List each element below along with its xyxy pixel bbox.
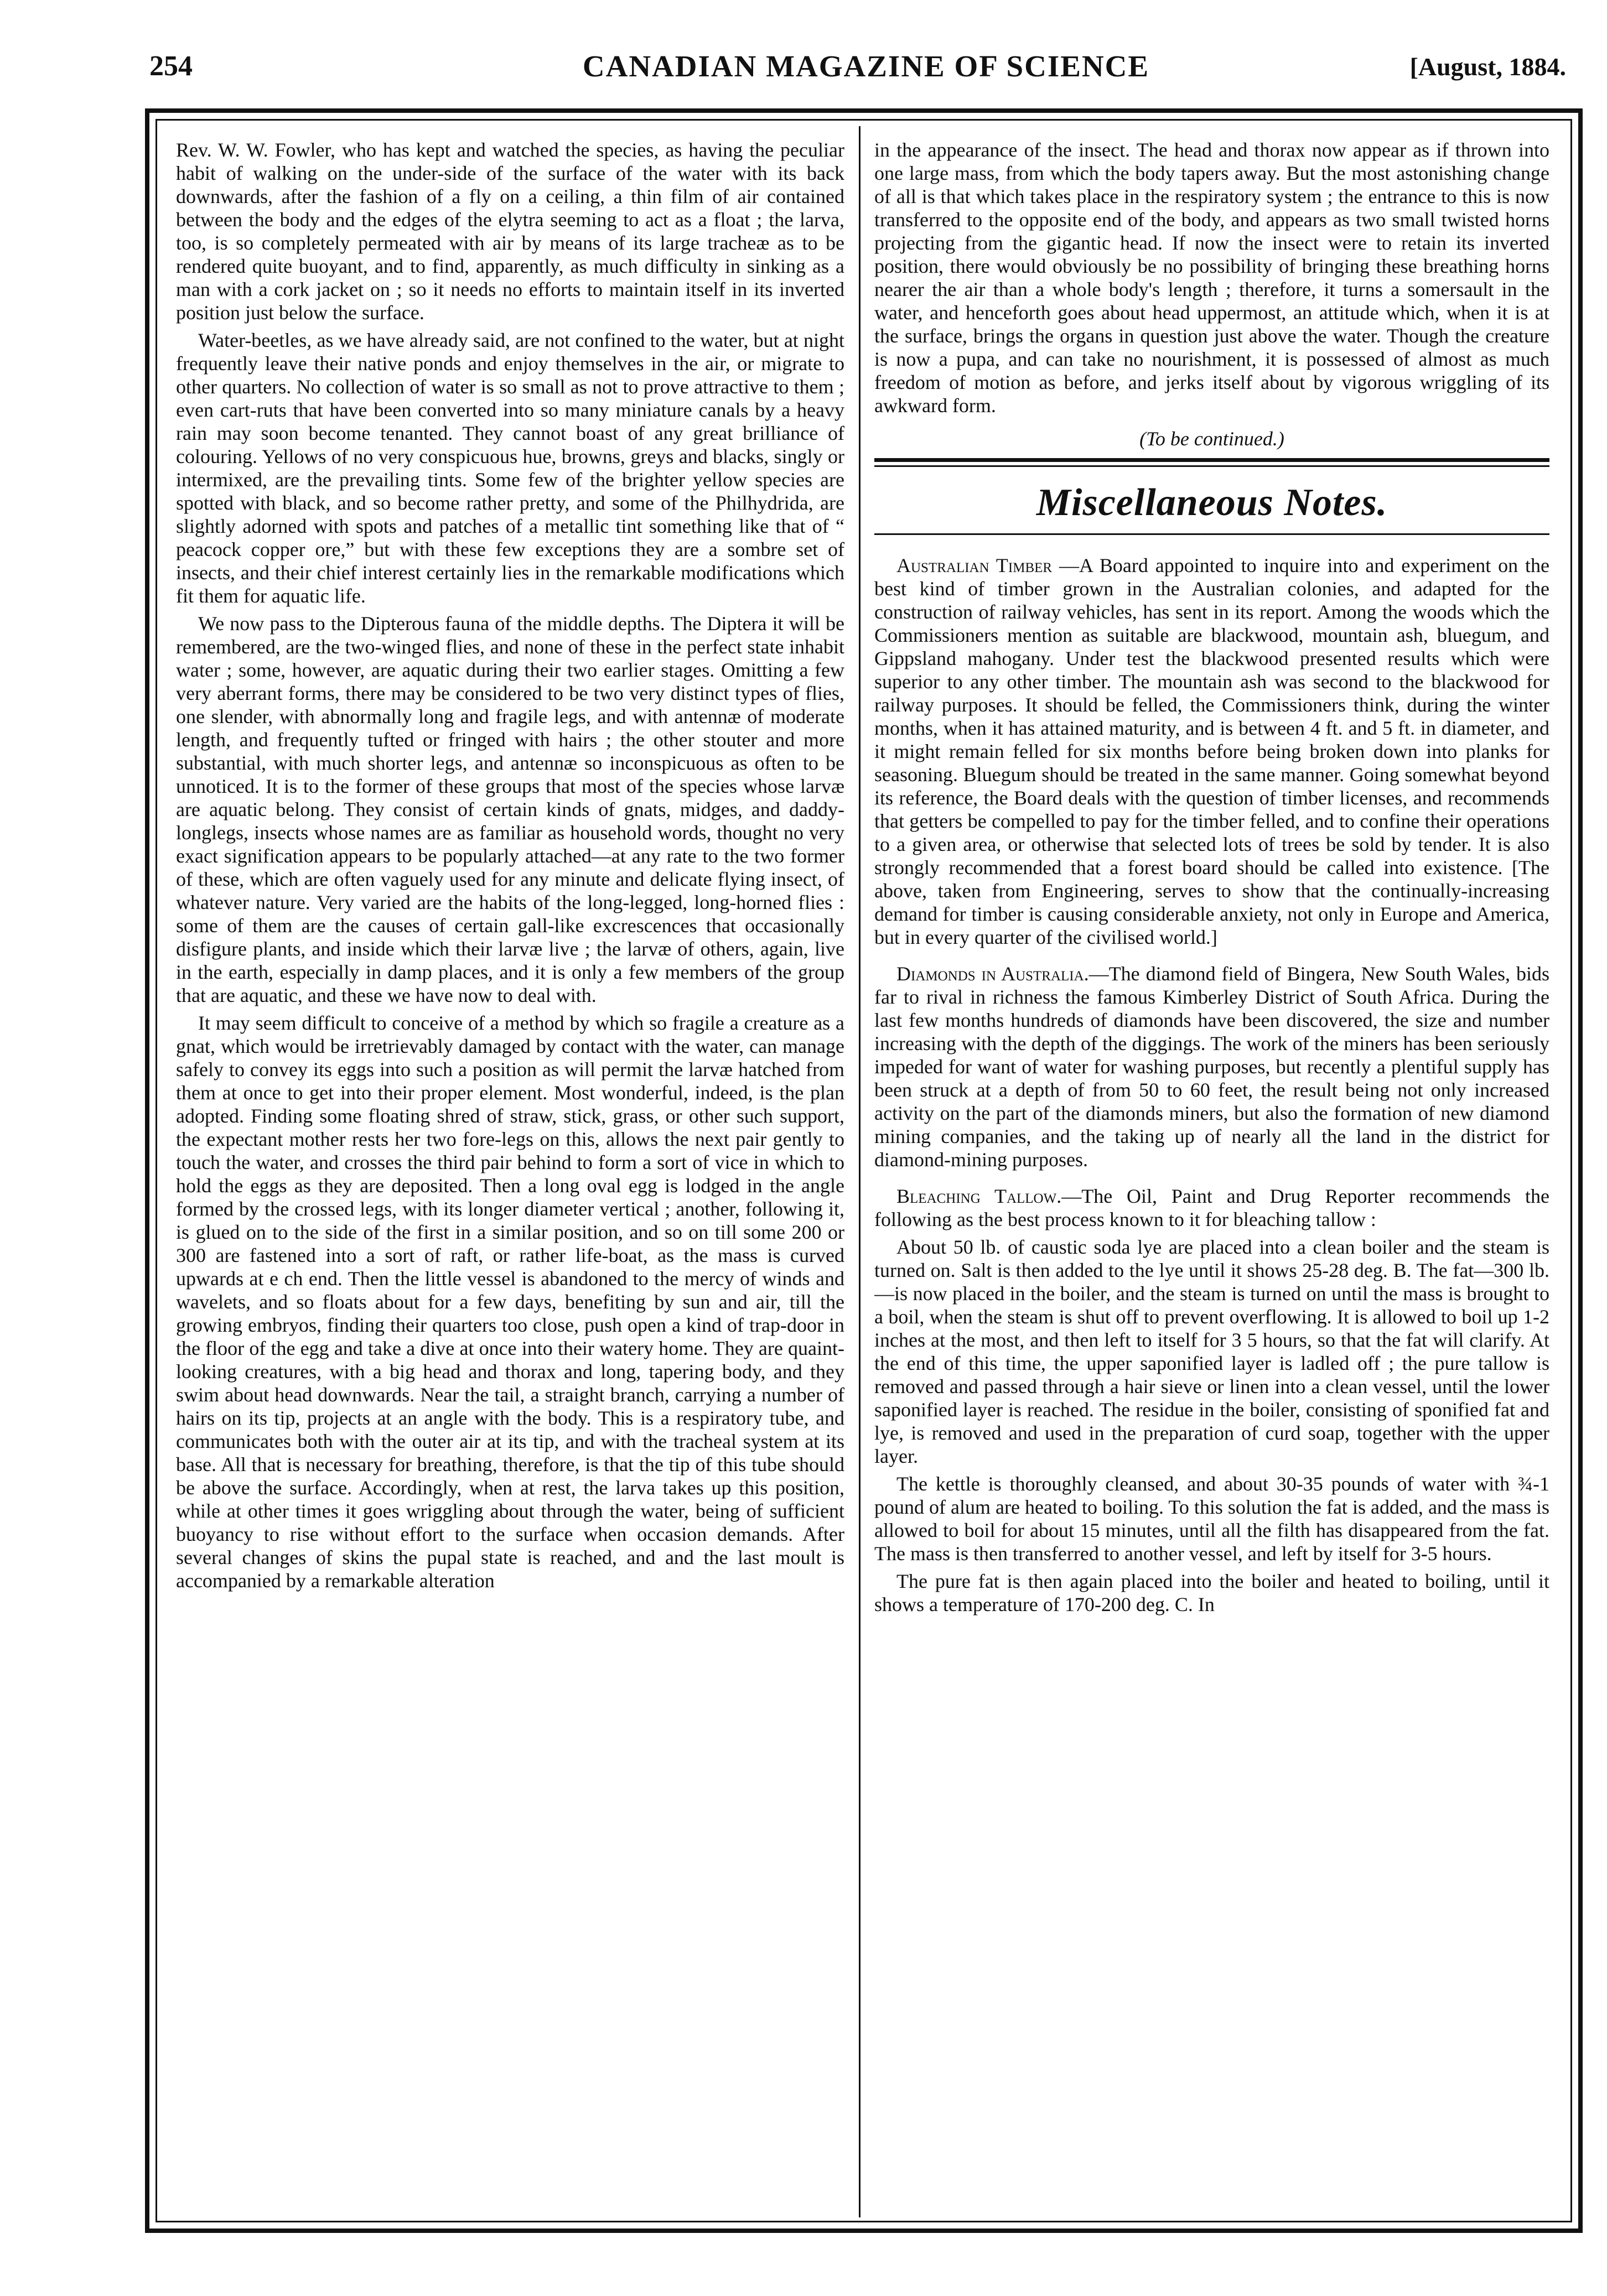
note-text: —The Oil, Paint and Drug Reporter recommends the following as the best process known to it for bleaching tallow : [874, 1185, 1549, 1230]
paragraph: The pure fat is then again placed into the boiler and heated to boiling, until it shows a temperature of 170-200 deg. C. In [874, 1570, 1549, 1615]
note-heading: Bleaching Tallow. [896, 1185, 1062, 1207]
paragraph: Rev. W. W. Fowler, who has kept and watched the species, as having the peculiar habit of walking on the under-side of the surface of the water with its back downwards, after the fashion of a fly on a ceiling, a thin film of air contained between the body and the edges of the elytra seeming to act as a float ; the larva, too, is so completely permeated with air by means of its large tracheæ as to be rendered quite buoyant, and to find, apparently, as much difficulty in sinking as a man with a cork jacket on ; so it needs no efforts to maintain itself in its inverted position just below the surface. [176, 139, 844, 324]
note-heading: Diamonds in Australia. [896, 963, 1089, 985]
paragraph: Water-beetles, as we have already said, are not confined to the water, but at night frequently leave their native ponds and enjoy themselves in the air, or migrate to other quarters. No collection of water is so small as not to prove attractive to them ; even cart-ruts that have been converted into so many miniature canals by a heavy rain may soon become tenanted. They cannot boast of any great brilliance of colouring. Yellows of no very conspicuous hue, browns, greys and blacks, singly or intermixed, are the prevailing tints. Some few of the brighter yellow species are spotted with black, and so become rather pretty, and some of the Philhydrida, are slightly adorned with spots and patches of a metallic tint something like that of “ peacock copper ore,” but with these few exceptions they are a sombre set of insects, and their chief interest certainly lies in the remarkable modifications which fit them for aquatic life. [176, 329, 844, 607]
left-column [176, 138, 844, 2213]
issue-date: [August, 1884. [1409, 53, 1566, 81]
to-be-continued: (To be continued.) [1139, 428, 1284, 450]
section-heading: Miscellaneous Notes. [1036, 481, 1388, 524]
note-entry [874, 962, 1549, 1171]
note-text: —A Board appointed to inquire into and experiment on the best kind of timber grown in the Australian colonies, and adapted for the construction of railway vehicles, has sent in its report. Among the woods which the Commissioners mention as suitable are blackwood, mountain ash, bluegum, and Gippsland mahogany. Under test the blackwood presented results which were superior to any other timber. The mountain ash was second to the blackwood for railway purposes. It should be felled, the Commissioners think, during the winter months, when it has attained maturity, and is between 4 ft. and 5 ft. in diameter, and it might remain felled for six months before being broken down into planks for seasoning. Bluegum should be treated in the same manner. Going somewhat beyond its reference, the Board deals with the question of timber licenses, and recommends that getters be compelled to pay for the timber felled, and to confine their operations to a given area, or otherwise that selected lots of trees be sold by tender. It is also strongly recommended that a forest board should be called into existence. [The above, taken from Engineering, serves to show that the continually-increasing demand for timber is causing considerable anxiety, not only in Europe and America, but in every quarter of the civilised world.] [874, 554, 1549, 948]
note-entry [874, 554, 1549, 949]
magazine-title: CANADIAN MAGAZINE OF SCIENCE [582, 49, 1150, 83]
note-text: —The diamond field of Bingera, New South Wales, bids far to rival in richness the famous Kimberley District of South Africa. During the last few months hundreds of diamonds have been discovered, the size and number increasing with the depth of the diggings. The work of the miners has been seriously impeded for want of water for washing purposes, but recently a plentiful supply has been struck at a depth of from 50 to 60 feet, the result being not only increased activity on the part of the diamonds miners, but also the formation of new diamond mining companies, and the taking up of nearly all the land in the district for diamond-mining purposes. [874, 963, 1549, 1171]
column-divider [859, 126, 860, 2217]
section-rule [874, 458, 1549, 462]
paragraph: in the appearance of the insect. The head and thorax now appear as if thrown into one large mass, from which the body tapers away. But the most astonishing change of all is that which takes place in the respiratory system ; the entrance to this is now transferred to the opposite end of the body, and appears as two small twisted horns projecting from the gigantic head. If now the insect were to retain its inverted position, there would obviously be no possibility of bringing these breathing horns nearer the air than a whole body's length ; therefore, it turns a somersault in the water, and henceforth goes about head uppermost, an attitude which, when it is at the surface, brings the organs in question just above the water. Though the creature is now a pupa, and can take no nourishment, it is possessed of almost as much freedom of motion as before, and jerks itself about by vigorous wriggling of its awkward form. [874, 139, 1549, 417]
paragraph: The kettle is thoroughly cleansed, and about 30-35 pounds of water with ¾-1 pound of alum are heated to boiling. To this solution the fat is added, and the mass is allowed to boil for about 15 minutes, until all the filth has disappeared from the fat. The mass is then transferred to another vessel, and left by itself for 3-5 hours. [874, 1473, 1549, 1565]
paragraph: We now pass to the Dipterous fauna of the middle depths. The Diptera it will be remembered, are the two-winged flies, and none of these in the perfect state inhabit water ; some, however, are aquatic during their two earlier stages. Omitting a few very aberrant forms, there may be considered to be two very distinct types of flies, one slender, with abnormally long and fragile legs, and with antennæ of moderate length, and frequently tufted or fringed with hairs ; the other stouter and more substantial, with much shorter legs, and antennæ so inconspicuous as often to be unnoticed. It is to the former of these groups that most of the species whose larvæ are aquatic belong. They consist of certain kinds of gnats, midges, and daddy-longlegs, insects whose names are as familiar as household words, thought no very exact signification appears to be popularly attached—at any rate to the two former of these, which are often vaguely used for any minute and delicate flying insect, of whatever nature. Very varied are the habits of the long-legged, long-horned flies : some of them are the causes of certain gall-like excrescences that occasionally disfigure plants, and inside which their larvæ live ; the larvæ of others, again, live in the earth, especially in damp places, and it is only a few members of the group that are aquatic, and these we have now to deal with. [176, 612, 844, 1006]
page-header [149, 45, 1583, 95]
section-rule-thin [874, 465, 1549, 467]
paragraph: About 50 lb. of caustic soda lye are placed into a clean boiler and the steam is turned on. Salt is then added to the lye until it shows 25-28 deg. B. The fat—300 lb.—is now placed in the boiler, and the steam is turned on until the mass is brought to a boil, when the steam is shut off to prevent overflowing. It is allowed to boil up 1-2 inches at the most, and then left to itself for 3 5 hours, so that the fat will clarify. At the end of this time, the upper saponified layer is ladled off ; the pure tallow is removed and passed through a hair sieve or linen into a clean vessel, until the lower saponified layer is reached. The residue in the boiler, consisting of sponified fat and lye, is removed and used in the preparation of curd soap, together with the upper layer. [874, 1236, 1549, 1467]
right-column [874, 138, 1549, 2213]
heading-rule [874, 533, 1549, 535]
page-number: 254 [149, 50, 193, 82]
note-entry [874, 1185, 1549, 1616]
note-heading: Australian Timber [896, 554, 1053, 576]
paragraph: It may seem difficult to conceive of a method by which so fragile a creature as a gnat, which would be irretrievably damaged by contact with the water, can manage safely to convey its eggs into such a position as will permit the larvæ hatched from them at once to get into their proper element. Most wonderful, indeed, is the plan adopted. Finding some floating shred of straw, stick, grass, or other such support, the expectant mother rests her two fore-legs on this, allows the next pair gently to touch the water, and crosses the third pair behind to form a sort of vice in which to hold the eggs as they are deposited. Then a long oval egg is lodged in the angle formed by the crossed legs, with its longer diameter vertical ; another, following it, is glued on to the side of the first in a similar position, and so on till some 200 or 300 are fastened into a sort of raft, or rather life-boat, as the mass is curved upwards at e ch end. Then the little vessel is abandoned to the mercy of winds and wavelets, and so floats about for a few days, benefiting by sun and air, till the growing embryos, finding their quarters too close, push open a kind of trap-door in the floor of the egg and take a dive at once into their watery home. They are quaint-looking creatures, with a big head and thorax and long, tapering body, and they swim about head downwards. Near the tail, a straight branch, carrying a number of hairs on its tip, projects at an angle with the body. This is a respiratory tube, and communicates both with the outer air at its tip, and with the tracheal system at its base. All that is necessary for breathing, therefore, is that the tip of this tube should be above the surface. Accordingly, when at rest, the larva takes up this position, while at other times it goes wriggling about through the water, being of sufficient buoyancy to rise without effort to the surface when occasion demands. After several changes of skins the pupal state is reached, and and the last moult is accompanied by a remarkable alteration [176, 1012, 844, 1592]
